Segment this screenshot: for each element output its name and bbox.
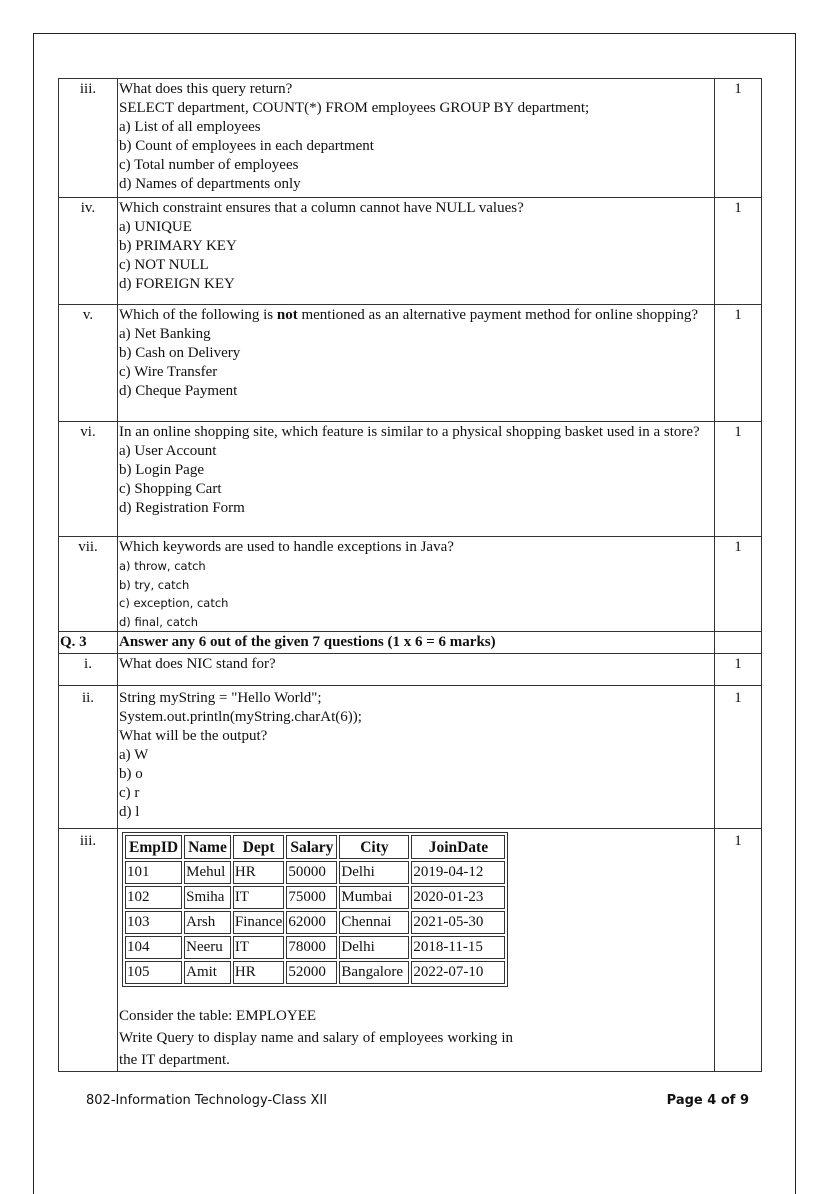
footer-subject: 802-Information Technology-Class XII: [86, 1093, 328, 1108]
cell: 75000: [286, 886, 337, 909]
cell: Arsh: [184, 911, 231, 934]
cell: Delhi: [339, 936, 409, 959]
option-d: d) Cheque Payment: [119, 383, 238, 399]
option-d: d) final, catch: [119, 614, 199, 629]
column-header: EmpID: [125, 835, 182, 859]
question-number: ii.: [59, 686, 118, 829]
option-a: a) List of all employees: [119, 119, 261, 135]
question-number: vii.: [59, 537, 118, 632]
cell: Smiha: [184, 886, 231, 909]
table-row: [59, 686, 762, 829]
question-line: Which constraint ensures that a column cannot have NULL values?: [119, 200, 524, 216]
column-header: Dept: [233, 835, 284, 859]
table-row: [59, 198, 762, 305]
cell: 105: [125, 961, 182, 984]
table-row: [59, 79, 762, 198]
question-line: Which keywords are used to handle exceptions in Java?: [119, 539, 454, 555]
code-line: System.out.println(myString.charAt(6));: [119, 709, 362, 725]
option-c: c) exception, catch: [119, 596, 229, 610]
question-line: Write Query to display name and salary of employees working in the IT department.: [119, 1030, 513, 1068]
cell: 2021-05-30: [411, 911, 505, 934]
cell: Chennai: [339, 911, 409, 934]
column-header: Name: [184, 835, 231, 859]
question-line: Consider the table: EMPLOYEE: [119, 1008, 317, 1024]
cell: 2019-04-12: [411, 861, 505, 884]
marks: 1: [715, 198, 762, 305]
employee-table-header: [125, 835, 505, 859]
marks: 1: [715, 422, 762, 537]
employee-table: [122, 832, 508, 987]
table-row: [59, 829, 762, 1072]
cell: 78000: [286, 936, 337, 959]
questions-table: [58, 78, 762, 1072]
column-header: Salary: [286, 835, 337, 859]
cell: Amit: [184, 961, 231, 984]
cell: 103: [125, 911, 182, 934]
option-c: c) NOT NULL: [119, 257, 209, 273]
question-number: vi.: [59, 422, 118, 537]
option-a: a) Net Banking: [119, 326, 211, 342]
employee-row: [125, 961, 505, 984]
option-b: b) Login Page: [119, 462, 204, 478]
option-c: c) Wire Transfer: [119, 364, 218, 380]
question-line: What does NIC stand for?: [119, 656, 276, 672]
marks: 1: [715, 305, 762, 422]
cell: IT: [233, 936, 284, 959]
table-row: [59, 422, 762, 537]
table-row: [59, 654, 762, 686]
employee-row: [125, 861, 505, 884]
question-number: iii.: [59, 829, 118, 1072]
question-line: What will be the output?: [119, 728, 268, 744]
cell: Delhi: [339, 861, 409, 884]
option-d: d) l: [119, 804, 140, 820]
cell: 2018-11-15: [411, 936, 505, 959]
question-line: In an online shopping site, which feature is similar to a physical shopping basket used in a store?: [119, 424, 700, 440]
section-header-row: [59, 632, 762, 654]
question-text: [118, 654, 715, 686]
option-d: d) FOREIGN KEY: [119, 276, 235, 292]
question-text: [118, 686, 715, 829]
section-number: Q. 3: [59, 632, 118, 654]
cell: IT: [233, 886, 284, 909]
option-d: d) Names of departments only: [119, 176, 301, 192]
cell: 101: [125, 861, 182, 884]
column-header: City: [339, 835, 409, 859]
question-line: SELECT department, COUNT(*) FROM employees GROUP BY department;: [119, 100, 590, 116]
question-text: [118, 829, 715, 1072]
cell: 104: [125, 936, 182, 959]
question-line: Which of the following is not mentioned as an alternative payment method for online shopping?: [119, 307, 699, 323]
question-text: [118, 422, 715, 537]
marks: 1: [715, 686, 762, 829]
question-number: i.: [59, 654, 118, 686]
question-text: [118, 537, 715, 632]
column-header: JoinDate: [411, 835, 505, 859]
section-title: Answer any 6 out of the given 7 questions (1 x 6 = 6 marks): [118, 632, 715, 654]
question-line: What does this query return?: [119, 81, 293, 97]
option-b: b) Count of employees in each department: [119, 138, 374, 154]
cell: Mehul: [184, 861, 231, 884]
cell: 2020-01-23: [411, 886, 505, 909]
table-row: [59, 537, 762, 632]
marks: 1: [715, 537, 762, 632]
option-b: b) try, catch: [119, 577, 190, 592]
cell: 50000: [286, 861, 337, 884]
marks: 1: [715, 79, 762, 198]
cell: 102: [125, 886, 182, 909]
cell: Finance: [233, 911, 284, 934]
option-d: d) Registration Form: [119, 500, 245, 516]
marks: 1: [715, 829, 762, 1072]
cell: Mumbai: [339, 886, 409, 909]
cell: HR: [233, 961, 284, 984]
employee-row: [125, 936, 505, 959]
option-b: b) Cash on Delivery: [119, 345, 241, 361]
table-row: [59, 305, 762, 422]
footer-page-number: Page 4 of 9: [666, 1093, 749, 1108]
cell: Bangalore: [339, 961, 409, 984]
option-c: c) Total number of employees: [119, 157, 299, 173]
option-a: a) User Account: [119, 443, 217, 459]
option-a: a) throw, catch: [119, 559, 206, 573]
option-a: a) UNIQUE: [119, 219, 192, 235]
employee-row: [125, 911, 505, 934]
option-c: c) r: [119, 785, 140, 801]
question-text: [118, 79, 715, 198]
question-number: iv.: [59, 198, 118, 305]
cell: Neeru: [184, 936, 231, 959]
code-line: String myString = "Hello World";: [119, 690, 322, 706]
cell: 52000: [286, 961, 337, 984]
cell: 62000: [286, 911, 337, 934]
marks: [715, 632, 762, 654]
question-number: v.: [59, 305, 118, 422]
marks: 1: [715, 654, 762, 686]
option-a: a) W: [119, 747, 149, 763]
question-text: [118, 198, 715, 305]
option-b: b) o: [119, 766, 143, 782]
option-c: c) Shopping Cart: [119, 481, 222, 497]
option-b: b) PRIMARY KEY: [119, 238, 237, 254]
cell: 2022-07-10: [411, 961, 505, 984]
question-number: iii.: [59, 79, 118, 198]
cell: HR: [233, 861, 284, 884]
employee-row: [125, 886, 505, 909]
question-text: [118, 305, 715, 422]
